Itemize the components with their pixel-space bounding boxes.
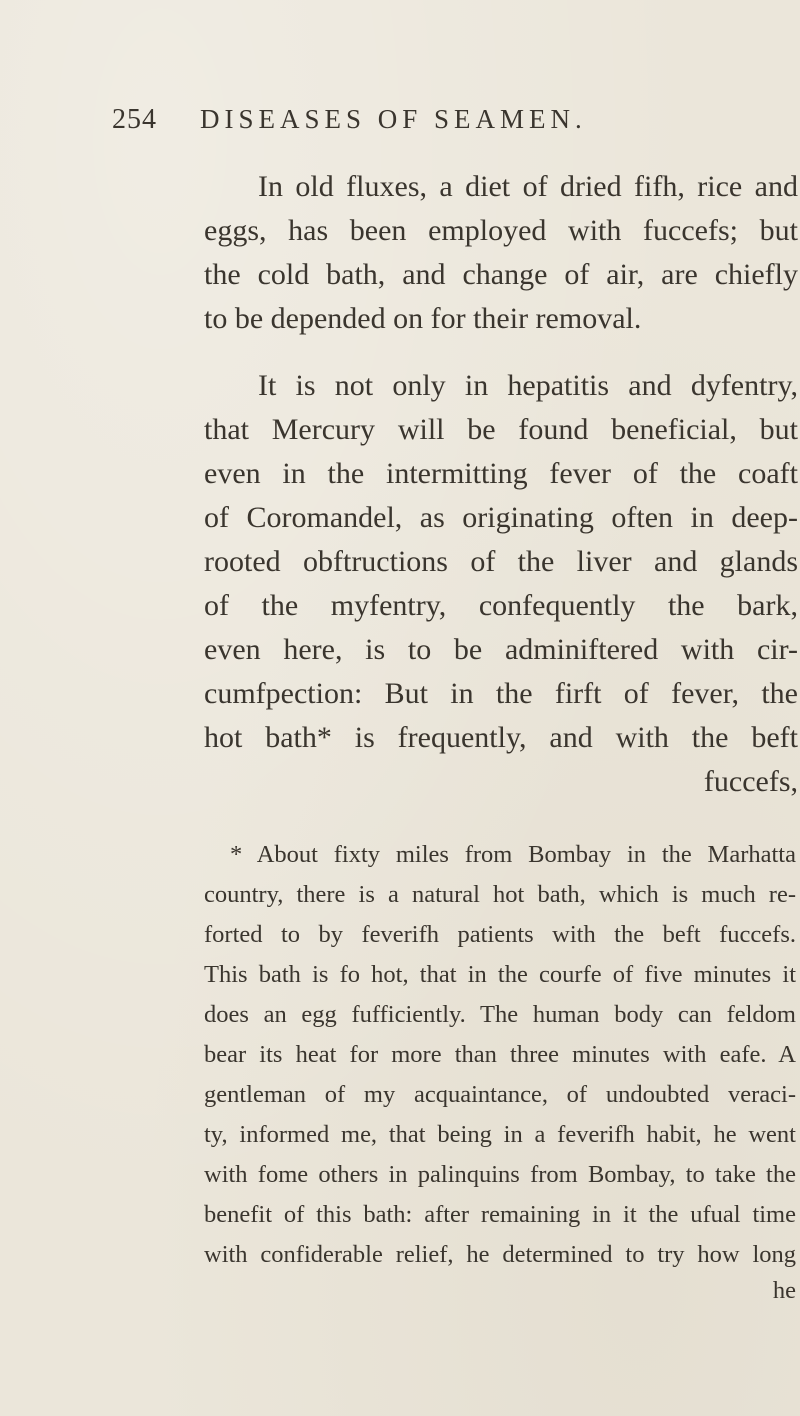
paragraph-2-line-7: even here, is to be adminiftered with cir- <box>204 633 798 666</box>
paragraph-2-line-6: of the myfentry, confequently the bark, <box>204 589 798 622</box>
paragraph-1-line-1: In old fluxes, a diet of dried fifh, rice and <box>258 170 798 203</box>
footnote-line-5: does an egg fufficiently. The human body can feldom <box>204 1001 796 1028</box>
footnote-line-7: gentleman of my acquaintance, of undoubted veraci- <box>204 1081 796 1108</box>
footnote-line-9: with fome others in palinquins from Bombay, to take the <box>204 1161 796 1188</box>
paragraph-2-line-1: It is not only in hepatitis and dyfentry, <box>258 369 798 402</box>
page-header <box>112 104 752 148</box>
footnote-line-11: with confiderable relief, he determined to try how long <box>204 1241 796 1268</box>
paragraph-2-line-2: that Mercury will be found beneficial, but <box>204 413 798 446</box>
running-head: DISEASES OF SEAMEN. <box>200 104 587 134</box>
paragraph-2-line-3: even in the intermitting fever of the coaft <box>204 457 798 490</box>
footnote-line-1: * About fixty miles from Bombay in the Marhatta <box>230 841 796 868</box>
paragraph-1-line-2: eggs, has been employed with fuccefs; but <box>204 214 798 247</box>
paragraph-2-line-8: cumfpection: But in the firft of fever, the <box>204 677 798 710</box>
footnote-line-8: ty, informed me, that being in a feverifh habit, he went <box>204 1121 796 1148</box>
page-number: 254 <box>112 104 157 135</box>
footnote-line-2: country, there is a natural hot bath, which is much re- <box>204 881 796 908</box>
catchword: fuccefs, <box>703 765 798 798</box>
footnote-line-3: forted to by feverifh patients with the beft fuccefs. <box>204 921 796 948</box>
footnote-line-4: This bath is fo hot, that in the courfe of five minutes it <box>204 961 796 988</box>
paragraph-1-line-4: to be depended on for their removal. <box>204 302 642 335</box>
paragraph-1-line-3: the cold bath, and change of air, are chiefly <box>204 258 798 291</box>
paragraph-2-line-5: rooted obftructions of the liver and glands <box>204 545 798 578</box>
footnote-line-10: benefit of this bath: after remaining in it the ufual time <box>204 1201 796 1228</box>
footnote-catchword: he <box>772 1277 796 1304</box>
paragraph-2-line-4: of Coromandel, as originating often in deep- <box>204 501 798 534</box>
footnote-line-6: bear its heat for more than three minutes with eafe. A <box>204 1041 796 1068</box>
paragraph-2-line-9: hot bath* is frequently, and with the beft <box>204 721 798 754</box>
